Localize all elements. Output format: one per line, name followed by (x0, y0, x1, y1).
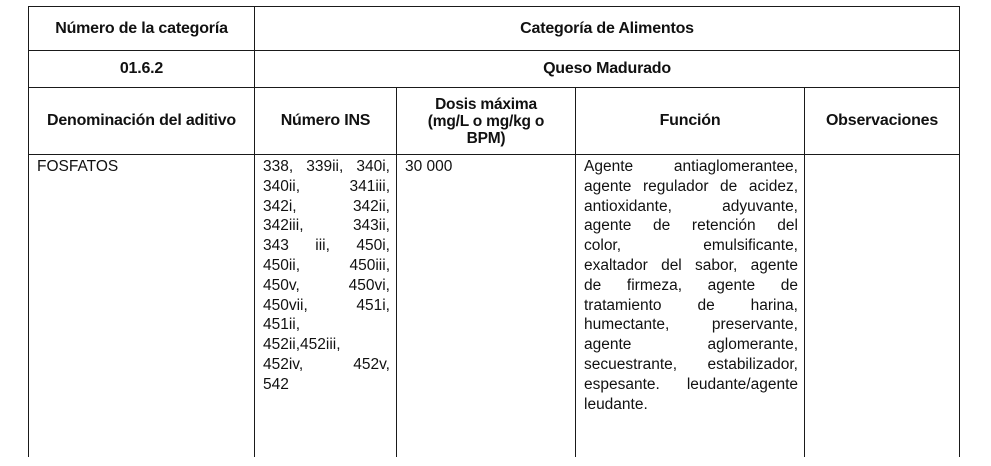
funcion-line: agente de retención del (584, 217, 798, 235)
denominacion-value: FOSFATOS (37, 158, 119, 175)
ins-line (263, 276, 390, 296)
funcion-line: exaltador del sabor, agente (584, 256, 798, 274)
col-numero-ins: Número INS (255, 88, 397, 155)
ins-line (263, 157, 390, 177)
funcion-line: color, emulsificante, (584, 237, 798, 255)
ins-line (263, 355, 390, 375)
funcion-line: Agente antiaglomerantee, (584, 158, 798, 175)
ins-code: 451ii, (263, 316, 301, 334)
cell-denominacion (29, 155, 255, 458)
ins-code: 342iii, (263, 217, 304, 235)
ins-code: 451i, (356, 296, 390, 314)
numero-categoria-label: Número de la categoría (29, 7, 255, 51)
column-header-row (29, 88, 960, 155)
ins-code: 450vii, (263, 296, 308, 314)
ins-code: 339ii, (306, 158, 344, 175)
dosis-value: 30 000 (405, 158, 453, 175)
ins-line (263, 177, 390, 197)
col-observaciones: Observaciones (805, 88, 960, 155)
dosis-header-line-3: BPM) (466, 129, 506, 147)
ins-code: 452ii,452iii, (263, 336, 341, 354)
ins-list (255, 155, 396, 395)
funcion-text (576, 155, 804, 414)
ins-code: 342i, (263, 197, 297, 215)
funcion-line: secuestrante, estabilizador, (584, 355, 798, 373)
funcion-line: humectante, preservante, (584, 316, 798, 334)
funcion-line: espesante. leudante/agente (584, 375, 798, 393)
ins-code: 341iii, (349, 177, 390, 195)
ins-code: 452iv, (263, 355, 304, 373)
observaciones-value (805, 155, 959, 157)
funcion-line: agente aglomerante, (584, 336, 798, 354)
ins-code: 452v, (353, 355, 390, 373)
ins-line (263, 197, 390, 217)
ins-code: 338, (263, 158, 294, 175)
ins-code: iii, (315, 237, 330, 255)
ins-code: 343ii, (352, 217, 390, 235)
ins-code: 450i, (356, 237, 390, 255)
cell-funcion (576, 155, 805, 458)
ins-code: 450v, (263, 276, 300, 294)
col-denominacion: Denominación del aditivo (29, 88, 255, 155)
ins-code: 450ii, (263, 256, 301, 274)
ins-line (263, 335, 390, 355)
ins-code: 450vi, (348, 276, 390, 294)
col-funcion: Función (576, 88, 805, 155)
header-row-2 (29, 51, 960, 88)
dosis-header-line-2: (mg/L o mg/kg o (427, 112, 545, 130)
cell-numero-ins (255, 155, 397, 458)
table-row (29, 155, 960, 458)
funcion-line: leudante. (584, 395, 648, 413)
funcion-line: tratamiento de harina, (584, 296, 798, 314)
ins-line (263, 256, 390, 276)
numero-categoria-value: 01.6.2 (29, 51, 255, 88)
dosis-header-line-1: Dosis máxima (435, 95, 537, 113)
funcion-line: de firmeza, agente de (584, 276, 798, 294)
header-row-1 (29, 7, 960, 51)
categoria-alimentos-value: Queso Madurado (255, 51, 960, 88)
ins-code: 342ii, (352, 197, 390, 215)
ins-code: 340i, (356, 158, 390, 175)
ins-code: 450iii, (349, 256, 390, 274)
ins-line (263, 216, 390, 236)
cell-observaciones (805, 155, 960, 458)
cell-dosis (397, 155, 576, 458)
ins-line (263, 375, 390, 395)
categoria-alimentos-label: Categoría de Alimentos (255, 7, 960, 51)
ins-code: 542 (263, 375, 289, 393)
ins-line (263, 236, 390, 256)
funcion-line: agente regulador de acidez, (584, 177, 798, 195)
ins-line (263, 315, 390, 335)
aditivos-table (28, 6, 960, 457)
ins-code: 340ii, (263, 177, 301, 195)
ins-code: 343 (263, 237, 289, 255)
funcion-line: antioxidante, adyuvante, (584, 197, 798, 215)
ins-line (263, 296, 390, 316)
col-dosis-maxima (397, 88, 576, 155)
